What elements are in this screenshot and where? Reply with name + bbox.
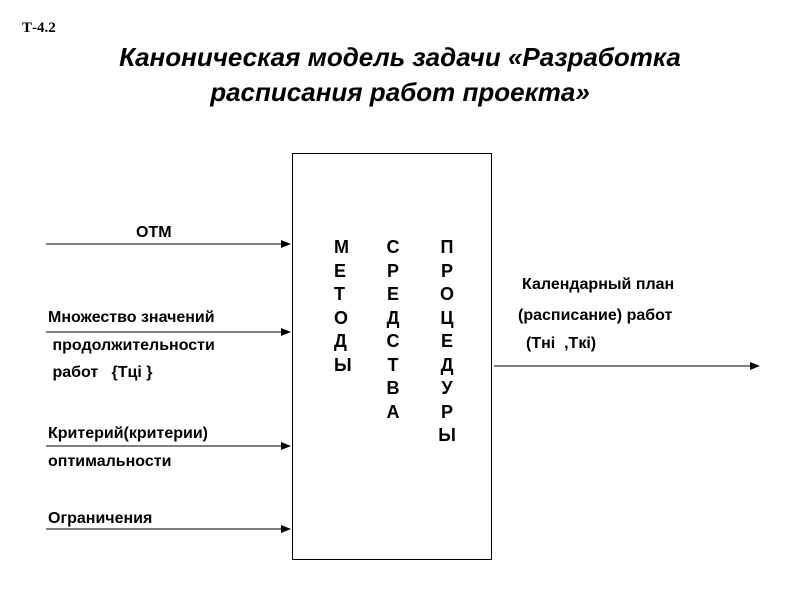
- methods-letter: Ы: [334, 354, 352, 375]
- input-label-constraints: Ограничения: [48, 510, 153, 527]
- output-label-1: Календарный план: [522, 276, 675, 293]
- input-label-durations-2: продолжительности: [48, 337, 215, 354]
- output-label-2: (расписание) работ: [518, 307, 673, 324]
- procedures-letter: О: [439, 284, 454, 304]
- means-letter: Е: [386, 284, 399, 304]
- column-methods: [334, 236, 352, 377]
- means-letter: Т: [387, 354, 399, 375]
- procedures-letter: Р: [440, 401, 453, 422]
- page-title-line-1: Каноническая модель задачи «Разработка: [119, 42, 681, 72]
- column-procedures: [436, 236, 458, 448]
- page-title-line-2: расписания работ проекта»: [210, 77, 590, 107]
- procedures-letter: П: [440, 237, 454, 257]
- procedures-letter: Р: [440, 260, 453, 281]
- procedures-letter: Д: [440, 354, 454, 375]
- column-means: [381, 236, 405, 424]
- procedures-letter: Ы: [438, 425, 456, 445]
- means-letter: С: [386, 237, 400, 257]
- input-label-criteria-1: Критерий(критерии): [48, 425, 209, 442]
- methods-letter: Д: [334, 331, 347, 351]
- means-letter: Р: [386, 260, 399, 281]
- input-label-durations-3: работ {Tці }: [48, 364, 153, 381]
- means-letter: В: [386, 378, 400, 398]
- methods-letter: Т: [334, 284, 345, 304]
- methods-letter: Е: [334, 260, 347, 281]
- methods-letter: О: [334, 307, 349, 328]
- input-label-otm: ОТМ: [136, 224, 172, 241]
- means-letter: С: [386, 331, 400, 351]
- procedures-letter: Ц: [440, 307, 454, 328]
- means-letter: Д: [386, 307, 400, 328]
- output-label-3: (Tнi ,Tкi): [526, 335, 597, 352]
- slide-code: Т-4.2: [22, 20, 56, 36]
- procedures-letter: У: [441, 378, 453, 398]
- input-label-criteria-2: оптимальности: [48, 453, 172, 470]
- methods-letter: М: [334, 237, 349, 257]
- input-label-durations-1: Множество значений: [48, 309, 215, 326]
- means-letter: А: [386, 401, 400, 422]
- procedures-letter: Е: [440, 331, 453, 351]
